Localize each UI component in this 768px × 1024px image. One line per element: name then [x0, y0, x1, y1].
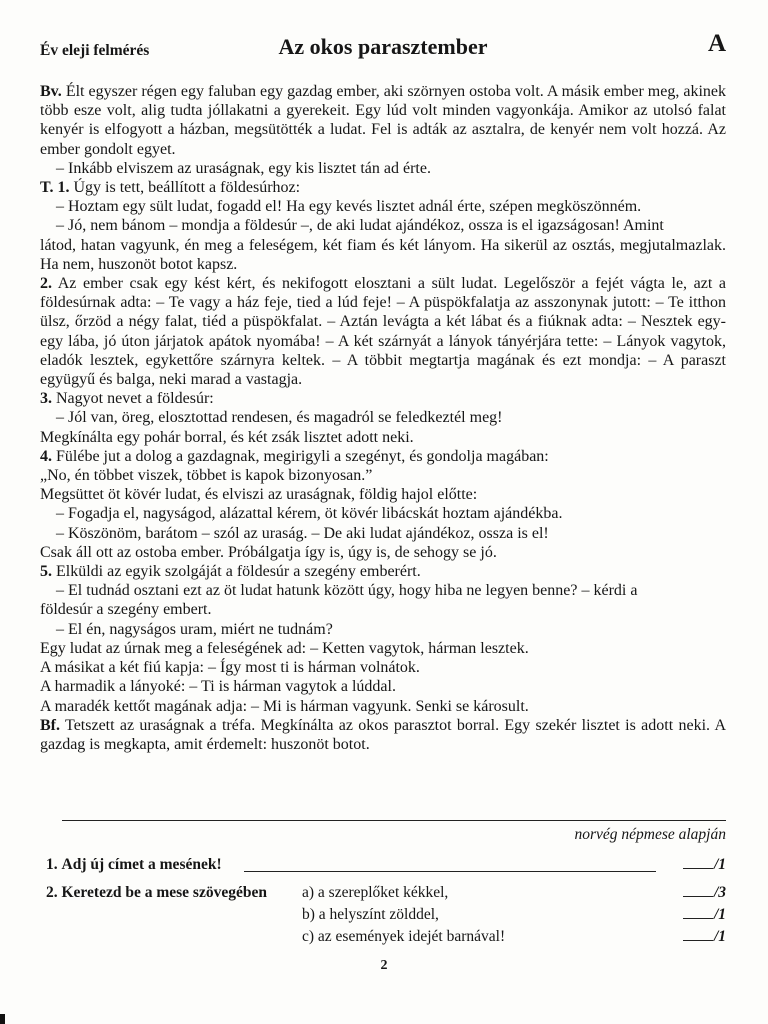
paragraph-text: – Fogadja el, nagyságod, alázattal kérem, öt kövér libácskát hoztam ajándékba. — [56, 505, 563, 523]
paragraph-marker: Bf. — [40, 716, 60, 734]
paragraph-text: Elküldi az egyik szolgáját a földesúr a szegény emberért. — [56, 563, 421, 581]
story-paragraph — [40, 274, 726, 389]
score-blank[interactable] — [683, 868, 713, 869]
task-1 — [46, 856, 222, 874]
story-paragraph — [40, 581, 726, 600]
task-2c-score — [683, 928, 726, 946]
paragraph-text: Nagyot nevet a földesúr: — [56, 390, 214, 408]
story-paragraph — [40, 178, 726, 197]
paragraph-text: A maradék kettőt magának adja: – Mi is hárman vagyunk. Senki se károsult. — [40, 697, 529, 715]
story-paragraph — [40, 543, 726, 562]
story-paragraph — [40, 82, 726, 159]
task-2-question: Keretezd be a mese szövegében — [61, 884, 267, 901]
paragraph-text: A másikat a két fiú kapja: – Így most ti is hárman volnátok. — [40, 659, 420, 677]
page-number: 2 — [380, 958, 388, 973]
paragraph-text: földesúr a szegény embert. — [40, 601, 212, 619]
score-blank[interactable] — [683, 896, 713, 897]
task-2c-text: c) az események idejét barnával! — [302, 928, 506, 945]
paragraph-text: – Inkább elviszem az uraságnak, egy kis lisztet tán ad érte. — [56, 159, 431, 177]
story-text — [40, 82, 726, 754]
story-paragraph — [40, 197, 726, 216]
story-paragraph — [40, 216, 726, 235]
story-paragraph — [40, 236, 726, 274]
story-paragraph — [40, 408, 726, 427]
source-divider — [62, 820, 726, 821]
assessment-label: Év eleji felmérés — [40, 42, 150, 59]
paragraph-marker: T. 1. — [40, 179, 70, 197]
task-1-question: Adj új címet a mesének! — [61, 856, 222, 873]
story-paragraph — [40, 389, 726, 408]
paragraph-text: A harmadik a lányoké: – Ti is hárman vagytok a lúddal. — [40, 678, 396, 696]
paragraph-text: Csak áll ott az ostoba ember. Próbálgatja így is, úgy is, de sehogy se jó. — [40, 543, 497, 561]
scan-mark — [0, 1014, 5, 1024]
source-note: norvég népmese alapján — [574, 826, 726, 843]
story-paragraph — [40, 562, 726, 581]
paragraph-text: Megkínálta egy pohár borral, és két zsák lisztet adott neki. — [40, 428, 414, 446]
task-2b-text: b) a helyszínt zölddel, — [302, 906, 439, 923]
task-2 — [46, 884, 267, 902]
story-paragraph — [40, 639, 726, 658]
task-1-max-points: /1 — [713, 856, 726, 873]
variant-letter: A — [707, 30, 726, 57]
task-1-score — [683, 856, 726, 874]
task-2a-max-points: /3 — [713, 884, 726, 901]
story-paragraph — [40, 620, 726, 639]
task-2a-score — [683, 884, 726, 902]
score-blank[interactable] — [683, 940, 713, 941]
story-paragraph — [40, 159, 726, 178]
paragraph-text: – Hoztam egy sült ludat, fogadd el! Ha egy kevés lisztet adnál érte, szépen megköszönném. — [56, 198, 642, 216]
task-2a-text: a) a szereplőket kékkel, — [302, 884, 449, 901]
paragraph-text: – El tudnád osztani ezt az öt ludat hatunk között úgy, hogy hiba ne legyen benne? – kérdi a — [56, 582, 638, 600]
story-paragraph — [40, 466, 726, 485]
paragraph-marker: Bv. — [40, 83, 62, 100]
paragraph-text: – Jó, nem bánom – mondja a földesúr –, de aki ludat ajándékoz, ossza is el igazságosan! Amint — [56, 217, 664, 235]
task-2b-score — [683, 906, 726, 924]
paragraph-marker: 4. — [40, 447, 52, 465]
paragraph-text: látod, hatan vagyunk, én meg a feleségem, két fiam és két lányom. Ha sikerül az osztás, megjutalmazlak. Ha nem, huszonöt botot kapsz. — [40, 236, 726, 273]
paragraph-marker: 5. — [40, 563, 52, 581]
paragraph-text: Egy ludat az úrnak meg a feleségének ad: – Ketten vagytok, hárman lesztek. — [40, 639, 529, 657]
story-paragraph — [40, 428, 726, 447]
task-2b-max-points: /1 — [713, 906, 726, 923]
story-paragraph — [40, 447, 726, 466]
paragraph-text: Fülébe jut a dolog a gazdagnak, megirigyli a szegényt, és gondolja magában: — [56, 447, 549, 465]
score-blank[interactable] — [683, 918, 713, 919]
story-paragraph — [40, 658, 726, 677]
story-paragraph — [40, 524, 726, 543]
paragraph-text: – El én, nagyságos uram, miért ne tudnám? — [56, 620, 333, 638]
page-header — [40, 30, 726, 70]
paragraph-text: Élt egyszer régen egy faluban egy gazdag ember, aki szörnyen ostoba volt. A másik ember meg, akinek több esze volt, alig tudta jóllakatni a gyerekeit. Egy lúd volt minden vagyonkája. Amikor az utolsó falat kenyér is elfogyott a házban, megsütötték a ludat. Fel is adták az asztalra, de kenyér nem volt hozzá. Az ember gondolt egyet. — [40, 83, 726, 158]
paragraph-text: – Jól van, öreg, elosztottad rendesen, és magadról se feledkeztél meg! — [56, 409, 503, 427]
paragraph-marker: 3. — [40, 390, 52, 408]
paragraph-text: Úgy is tett, beállított a földesúrhoz: — [73, 179, 301, 197]
story-paragraph — [40, 600, 726, 619]
paragraph-text: – Köszönöm, barátom – szól az uraság. – De aki ludat ajándékoz, ossza is el! — [56, 524, 549, 542]
story-paragraph — [40, 716, 726, 754]
story-paragraph — [40, 697, 726, 716]
paragraph-text: Tetszett az uraságnak a tréfa. Megkínálta az okos parasztot borral. Egy szekér lisztet is adott neki. A gazdag is megkapta, amit érdemelt: huszonöt botot. — [40, 716, 726, 753]
task-1-number: 1. — [46, 856, 58, 873]
task-1-answer-line[interactable] — [244, 871, 656, 872]
task-2c-max-points: /1 — [713, 928, 726, 945]
page-title: Az okos parasztember — [278, 34, 488, 59]
story-paragraph — [40, 504, 726, 523]
paragraph-marker: 2. — [40, 275, 52, 293]
story-paragraph — [40, 677, 726, 696]
task-2-number: 2. — [46, 884, 58, 901]
paragraph-text: „No, én többet viszek, többet is kapok bizonyosan.” — [40, 467, 373, 485]
paragraph-text: Az ember csak egy kést kért, és nekifogott elosztani a sült ludat. Legelőször a fejét vágta le, azt a földesúrnak adta: – Te vagy a ház feje, tied a lúd feje! – A püspökfalatja az asszonynak jutott: – Te itthon ülsz, őrzöd a négy falat, tiéd a püspökfalat. – Aztán levágta a két lábat és a fiúknak adta: – Nesztek egy-egy lába, jó úton járjatok apátok nyomába! – A két szárnyát a lányok tányérjára tette: – Lányok vagytok, eladók lesztek, egykettőre szárnyra keltek. – A többit megtartja magának és ezt mondja: – A paraszt együgyű és balga, neki marad a vastagja. — [40, 275, 726, 389]
story-paragraph — [40, 485, 726, 504]
paragraph-text: Megsüttet öt kövér ludat, és elviszi az uraságnak, földig hajol előtte: — [40, 486, 478, 504]
